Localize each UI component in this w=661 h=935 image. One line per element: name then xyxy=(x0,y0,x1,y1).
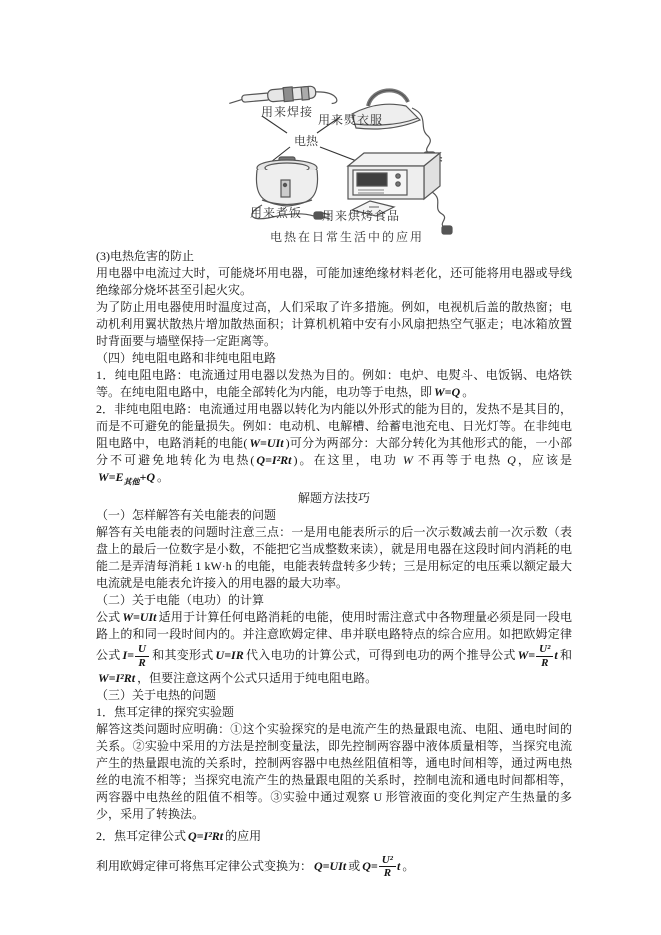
text-run: 不再等于电热 xyxy=(412,453,508,467)
fraction-numerator: U xyxy=(135,643,149,657)
fraction-denominator: R xyxy=(138,657,146,670)
formula-w-equals-q: W=Q xyxy=(434,385,461,399)
fraction-numerator: U² xyxy=(379,854,396,868)
formula-w-uit: W=UIt xyxy=(249,436,284,450)
formula-w-i2rt: W=I²Rt xyxy=(98,670,136,685)
text-run: ，应该是 xyxy=(515,453,572,467)
methods-heading: 解题方法技巧 xyxy=(297,491,370,506)
formula-base: W= xyxy=(517,648,536,663)
formula-base: I= xyxy=(122,648,135,663)
formula-tail: t xyxy=(554,648,558,663)
joule-experiment-title: 1．焦耳定律的探究实验题 xyxy=(96,704,235,719)
formula-subscript: 其他 xyxy=(123,477,140,487)
document-body xyxy=(96,248,572,880)
formula-w-u2-over-r-t xyxy=(516,643,560,670)
formula-w-uit: W=UIt xyxy=(122,610,157,625)
fraction-numerator: U² xyxy=(536,643,553,657)
text-run: 适用于计算任何电路消耗的电能，使用时需注意式中各物理量必须是同一段电路上的和同一段时间内的。并注意欧姆定律、串并联电路特点的综合应用。如把欧姆定律公式 xyxy=(96,610,572,663)
nonpure-resistance-paragraph xyxy=(96,401,572,490)
figure-label-baking: 用来烘烤食品 xyxy=(322,209,401,223)
text-run: 代入电功的计算公式，可得到电功的两个推导公式 xyxy=(245,648,516,663)
text-run: 公式 xyxy=(96,610,121,625)
formula-w-e-other-plus-q xyxy=(96,470,157,487)
figure-electric-heat-applications xyxy=(0,80,661,248)
joule-formula-application-title xyxy=(96,828,572,845)
figure-label-cooking: 用来煮饭 xyxy=(250,206,303,220)
text-run: 或 xyxy=(348,858,361,873)
hazard-prevention-title: (3)电热危害的防止 xyxy=(96,249,194,263)
pure-resistance-paragraph xyxy=(96,367,572,401)
method2-title: （二）关于电能（电功）的计算 xyxy=(96,593,265,608)
figure-label-electric-heat: 电热 xyxy=(294,134,319,148)
method3-title: （三）关于电热的问题 xyxy=(96,687,217,702)
formula-q-uit: Q=UIt xyxy=(314,858,347,873)
formula-base: Q= xyxy=(362,858,378,873)
symbol-q: Q xyxy=(507,453,516,467)
fraction xyxy=(536,643,553,669)
formula-q-u2-over-r-t xyxy=(360,853,402,880)
formula-q-i2rt: Q=I²Rt xyxy=(188,828,224,843)
fraction-denominator: R xyxy=(541,657,549,670)
text-run: 和其变形式 xyxy=(151,648,214,663)
section4-title: （四）纯电阻电路和非纯电阻电路 xyxy=(96,351,277,365)
text-run: )可分为两部分：大部分转化为其他形式的能，一小部分不可避免地转化为电热( xyxy=(96,436,573,467)
formula-ohms-law xyxy=(121,643,152,670)
figure-label-ironing: 用来熨衣服 xyxy=(318,113,384,127)
formula-tail: t xyxy=(396,858,401,873)
figure-label-soldering: 用来焊接 xyxy=(261,105,314,119)
text-run: ，但要注意这两个公式只适用于纯电阻电路。 xyxy=(137,670,378,685)
formula-q-i2rt: Q=I²Rt xyxy=(256,453,292,467)
joule-experiment-body: 解答这类问题时应明确：①这个实验探究的是电流产生的热量跟电流、电阻、通电时间的关系。②实验中采用的方法是控制变量法，即先控制两容器中液体质量相等，当探究电流产生的热量跟电流的关系时，控制两容器中电热丝阻值相等，通电时间相等，通过两电热丝的电流不相等；当探究电流产生的热量跟电阻的关系时，控制电流和通电时间都相等，两容器中电热丝的阻值不相等。③实验中通过观察 U 形管液面的变化判定产生热量的多少，采用了转换法。 xyxy=(96,721,572,821)
figure-caption: 电热在日常生活中的应用 xyxy=(270,230,425,244)
text-run: 。 xyxy=(157,470,170,484)
method2-body xyxy=(96,609,572,686)
text-run: 。 xyxy=(462,385,475,399)
fraction-denominator: R xyxy=(383,867,392,880)
formula-u-ir: U=IR xyxy=(215,648,244,663)
formula-base: W=E xyxy=(98,470,124,484)
fraction xyxy=(135,643,149,669)
hazard-paragraph-1: 用电器中电流过大时，可能烧坏用电器，可能加速绝缘材料老化，还可能将用电器或导线绝缘部分烧坏甚至引起火灾。 xyxy=(96,266,572,297)
symbol-w: W xyxy=(402,453,413,467)
text-run: 2．非纯电阻电路：电流通过用电器以转化为内能以外形式的能为目的，发热不是其目的，而是不可避免的能量损失。例如：电动机、电解槽、给蓄电池充电、日光灯等。在非纯电阻电路中，电路消耗的电能( xyxy=(96,402,572,450)
fraction xyxy=(379,854,396,880)
formula-tail: +Q xyxy=(139,470,156,484)
text-run: 1．纯电阻电路：电流通过用电器以发热为目的。例如：电炉、电熨斗、电饭锅、电烙铁等。在纯电阻电路中，电能全部转化为内能，电功等于电热，即 xyxy=(96,368,572,399)
method1-title: （一）怎样解答有关电能表的问题 xyxy=(96,508,277,523)
text-run: 利用欧姆定律可将焦耳定律公式变换为： xyxy=(96,858,313,873)
text-run: 和 xyxy=(559,648,572,663)
method1-body: 解答有关电能表的问题时注意三点：一是用电能表所示的后一次示数减去前一次示数（表盘上的最后一位数字是小数，不能把它当成整数来读），就是用电器在这段时间内消耗的电能二是弄清每消耗 1 kW·h 的电能，电能表转盘转多少转；三是用标定的电压乘以额定最大电流就是电能表允许接入的用电器的最大功率。 xyxy=(96,525,572,591)
joule-transform-paragraph xyxy=(96,854,572,880)
hazard-paragraph-2: 为了防止用电器使用时温度过高，人们采取了许多措施。例如，电视机后盖的散热窗；电动机利用翼状散热片增加散热面积；计算机机箱中安有小风扇把热空气驱走；电冰箱放置时背面要与墙壁保持一定距离等。 xyxy=(96,300,572,348)
text-run: 的应用 xyxy=(225,828,262,843)
text-run: )。在这里，电功 xyxy=(293,453,403,467)
text-run: 2．焦耳定律公式 xyxy=(96,828,187,843)
text-run: 。 xyxy=(402,858,415,873)
